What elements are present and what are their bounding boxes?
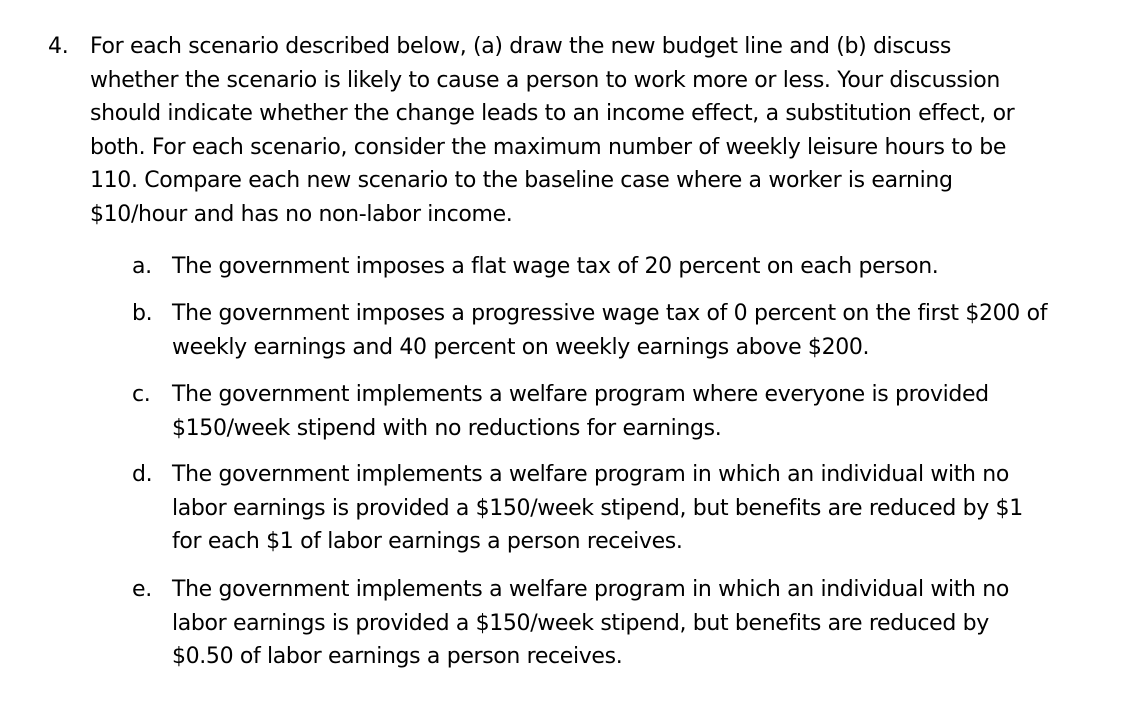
item-line: labor earnings is provided a $150/week stipend, but benefits are reduced by $1 — [172, 495, 1023, 521]
item-text — [172, 573, 1009, 674]
item-text — [172, 378, 989, 445]
item-text — [172, 458, 1023, 559]
item-text — [172, 297, 1047, 364]
item-line: The government implements a welfare program in which an individual with no — [172, 577, 1009, 602]
item-letter: a. — [132, 254, 152, 279]
question-line: 110. Compare each new scenario to the baseline case where a worker is earning — [90, 168, 953, 193]
item-line: The government imposes a progressive wage tax of 0 percent on the first $200 of — [172, 301, 1048, 326]
question-line: $10/hour and has no non-labor income. — [90, 201, 513, 227]
item-text — [172, 250, 938, 284]
item-line: The government implements a welfare program where everyone is provided — [172, 382, 989, 407]
question-number: 4. — [48, 34, 69, 59]
item-line: $0.50 of labor earnings a person receives. — [172, 644, 623, 669]
question-line: whether the scenario is likely to cause a person to work more or less. Your discussion — [90, 67, 1000, 93]
item-line: for each $1 of labor earnings a person receives. — [172, 529, 683, 554]
item-line: labor earnings is provided a $150/week stipend, but benefits are reduced by — [172, 610, 989, 636]
item-letter: d. — [132, 462, 153, 487]
question-line: both. For each scenario, consider the maximum number of weekly leisure hours to be — [90, 134, 1007, 160]
item-letter: c. — [132, 382, 151, 407]
item-letter: b. — [132, 301, 153, 326]
item-line: $150/week stipend with no reductions for earnings. — [172, 415, 722, 441]
question-text — [90, 30, 1090, 231]
question-line: should indicate whether the change leads to an income effect, a substitution effect, or — [90, 101, 1015, 126]
item-letter: e. — [132, 577, 152, 602]
item-line: weekly earnings and 40 percent on weekly earnings above $200. — [172, 334, 870, 360]
item-line: The government implements a welfare program in which an individual with no — [172, 462, 1009, 487]
question-line: For each scenario described below, (a) draw the new budget line and (b) discuss — [90, 34, 951, 59]
item-line: The government imposes a flat wage tax of 20 percent on each person. — [172, 254, 939, 279]
